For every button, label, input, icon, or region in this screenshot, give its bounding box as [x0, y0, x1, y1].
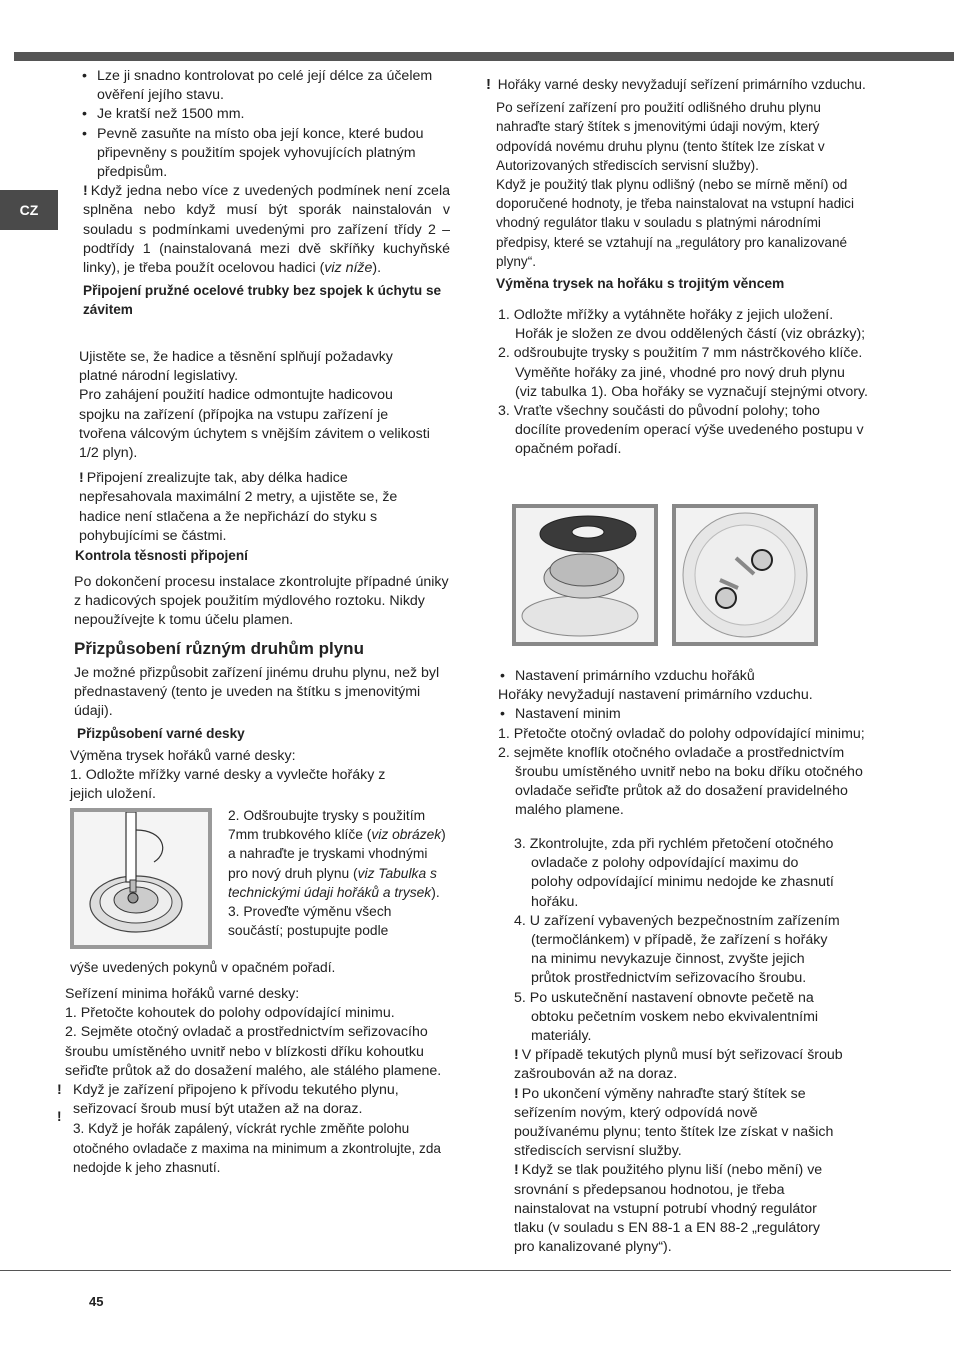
paragraph: Seřízení minima hořáků varné desky:: [65, 986, 300, 1002]
bullet-item: • Lze ji snadno kontrolovat po celé její délce za účelem ověření jejího stavu.: [80, 67, 450, 105]
step: 1. Přetočte otočný ovladač do polohy odpovídající minimu;: [498, 725, 865, 742]
step: 2. Odšroubujte trysky s použitím 7mm trubkového klíče (viz obrázek) a nahraďte je tryskami vhodnými pro nový druh plynu (viz Tabulka s technickými údaji hořáků a trysek).: [228, 808, 446, 900]
warning-paragraph: ! Když se tlak použitého plynu liší (nebo mění) ve srovnání s předepsanou hodnotou, je třeba nainstalovat na vstupní potrubí vhodný regulátor tlaku (v souladu s EN 88-1 a EN 88-2 „regulátory pro kanalizované plyny“).: [514, 1162, 823, 1256]
warning-paragraph: ! Připojení zrealizujte tak, aby délka hadice nepřesahovala maximální 2 metry, a ujistěte se, že hadice není stlačena a že nepřichází do styku s pohybujícími se částmi.: [79, 470, 398, 544]
paragraph: Ujistěte se, že hadice a těsnění splňují požadavky platné národní legislativy.: [79, 349, 393, 385]
right-settings-2: [514, 835, 844, 1257]
step: 3. Vraťte všechny součásti do původní polohy; toho docílíte provedením operací výše uvedeného postupu v opačném pořadí.: [498, 403, 864, 458]
left-step3-cont: [70, 958, 450, 977]
paragraph: Po seřízení zařízení pro použití odlišného druhu plynu nahraďte starý štítek s jmenovitými údaji novým, který odpovídá novému druhu plynu (tento štítek lze získat v Autorizovaných střediscích servisní služby).: [496, 100, 825, 173]
step: 1. Přetočte kohoutek do polohy odpovídající minimu.: [65, 1005, 395, 1022]
paragraph: Po dokončení procesu instalace zkontrolujte případné úniky z hadicových spojek použitím mýdlového roztoku. Nikdy nepoužívejte k tomu účelu plamen.: [74, 574, 449, 629]
step: 2. sejměte knoflík otočného ovladače a prostřednictvím šroubu umístěného uvnitř nebo na boku dříku otočného ovladače seřiďte průtok až do dosažení pravidelného malého plamene.: [498, 744, 863, 819]
page-number: 45: [89, 1294, 104, 1309]
left-step2: [228, 806, 448, 940]
step: 4. U zařízení vybavených bezpečnostním zařízením (termočlánkem) v případě, že zařízení s hořáky na minimu nevykazuje činnost, zvyšte jejich průtok prostřednictvím seřizovacího šroubu.: [514, 912, 840, 987]
paragraph: Hořáky nevyžadují nastavení primárního vzduchu.: [498, 687, 813, 704]
left-column-2: [75, 348, 434, 565]
paragraph: Pro zahájení použití hadice odmontujte hadicovou spojku na zařízení (přípojka na vstupu zařízení je tvořena válcovým úchytem s vnějším závitem o velikosti 1/2 plyn).: [79, 387, 430, 462]
bullet-item: • Je kratší než 1500 mm.: [80, 105, 450, 124]
step-continuation: výše uvedených pokynů v opačném pořadí.: [70, 960, 336, 975]
warning-paragraph: ! Po ukončení výměny nahraďte starý štítek se seřízením novým, který odpovídá nově používanému plynu; tento štítek lze získat v našich střediscích servisní služby.: [514, 1085, 834, 1160]
step: 2. Sejměte otočný ovladač a prostřednictvím seřizovacího šroubu umístěného uvnitř nebo v blízkosti dříku kohoutku seřiďte průtok až do dosažení malého, ale stálého plamene.: [65, 1024, 442, 1079]
step: 5. Po uskutečnění nastavení obnovte pečetě na obtoku pečetním voskem nebo ekvivalentními materiály.: [514, 989, 819, 1045]
paragraph: Když je použitý tlak plynu odlišný (nebo se mírně mění) od doporučené hodnoty, je třeba nainstalovat na vstupní hadici vhodný regulátor tlaku v souladu s platnými národními předpisy, které se vztahují na „regulátory pro kanalizované plyny“.: [496, 177, 854, 269]
bullet-item: • Nastavení minim: [498, 705, 870, 724]
warning-paragraph: ! V případě tekutých plynů musí být seřizovací šroub zašroubován až na doraz.: [514, 1047, 843, 1083]
step: ! 3. Když je hořák zapálený, víckrát rychle změňte polohu otočného ovladače z maxima na minimum a zkontrolujte, zda nedojde k jeho zhasnutí.: [57, 1109, 441, 1175]
paragraph: Je možné přizpůsobit zařízení jinému druhu plynu, než byl přednastavený (tento je uveden na štítku s jmenovitými údaji).: [74, 664, 440, 720]
bullet-item: • Nastavení primárního vzduchu hořáků: [498, 667, 870, 686]
paragraph: Výměna trysek hořáků varné desky:: [70, 748, 296, 764]
step: 3. Proveďte výměnu všech součástí; postupujte podle: [228, 904, 392, 939]
subheading: Připojení pružné ocelové trubky bez spojek k úchytu se závitem: [83, 283, 442, 318]
subheading: Kontrola těsnosti připojení: [75, 548, 248, 564]
step: 1. Odložte mřížky a vytáhněte hořáky z jejich uložení. Hořák je složen ze dvou oddělených částí (viz obrázky);: [498, 307, 866, 343]
warning-paragraph: ! Když je zařízení připojeno k přívodu tekutého plynu, seřizovací šroub musí být utažen až na doraz.: [57, 1082, 399, 1118]
step: 1. Odložte mřížky varné desky a vyvlečte hořáky z jejich uložení.: [70, 767, 386, 803]
footer-line: [0, 1270, 951, 1271]
wrench-burner-illustration: [74, 812, 208, 945]
subheading: Přizpůsobení varné desky: [77, 726, 245, 742]
burner-wrench-figure: [70, 808, 212, 949]
burner-parts-figure: [512, 504, 658, 646]
burner-base-figure: [672, 504, 818, 646]
burner-exploded-illustration: [516, 508, 654, 642]
right-column: [486, 75, 866, 293]
language-tab: CZ: [0, 190, 58, 230]
section-heading: Přizpůsobení různým druhům plynu: [74, 638, 364, 658]
step: 3. Zkontrolujte, zda při rychlém přetočení otočného ovladače z polohy odpovídající maximu do polohy odpovídající minimu nedojde ke zhasnutí hořáku.: [514, 836, 834, 910]
left-minimum: [57, 985, 450, 1177]
subheading: Výměna trysek na hořáku s trojitým věncem: [496, 276, 785, 292]
left-steps: [70, 747, 415, 805]
header-bar: [14, 52, 954, 61]
bullet-item: • Pevně zasuňte na místo oba její konce, které budou připevněny s použitím spojek vyhovujících platným předpisům.: [80, 125, 450, 183]
right-settings: [498, 667, 870, 821]
left-column-3: [74, 573, 450, 744]
warning-paragraph: ! Když jedna nebo více z uvedených podmínek není zcela splněna nebo když musí být sporák nainstalován v souladu s podmínkami uvedenými pro zařízení třídy 2 – podtřídy 1 (nainstalovaná mezi dvě skříňky kuchyňské linky), je třeba použít ocelovou hadici (viz níže).: [83, 183, 450, 277]
burner-base-illustration: [676, 508, 814, 642]
warning-paragraph: ! Hořáky varné desky nevyžadují seřízení primárního vzduchu.: [486, 76, 866, 93]
left-column: [80, 67, 450, 320]
step: 2. odšroubujte trysky s použitím 7 mm nástrčkového klíče. Vyměňte hořáky za jiné, vhodné pro nový druh plynu (viz tabulka 1). Oba hořáky se vyznačují stejnými otvory.: [498, 345, 868, 400]
right-steps: [498, 306, 868, 460]
